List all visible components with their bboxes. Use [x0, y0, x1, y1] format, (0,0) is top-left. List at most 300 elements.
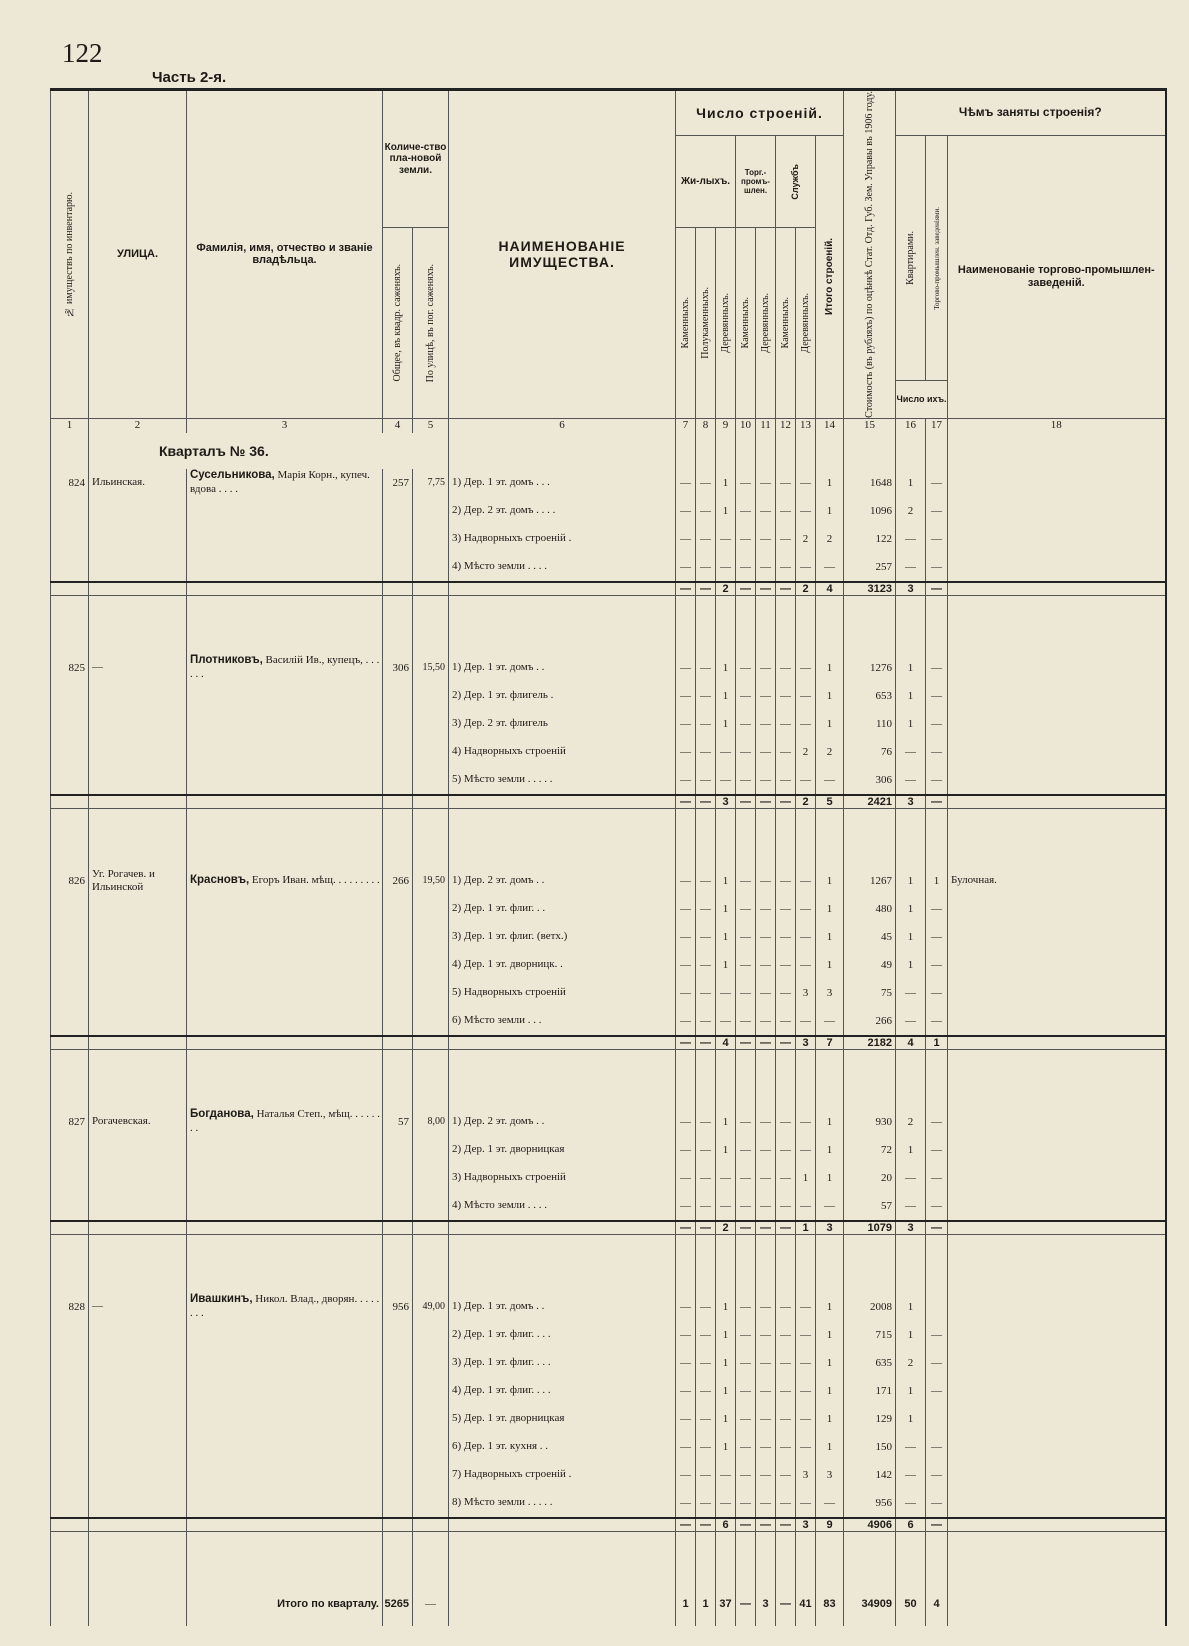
building-count: —: [696, 497, 716, 525]
cost-value: 653: [844, 682, 896, 710]
trade-name: [948, 738, 1166, 766]
cell: [89, 808, 187, 867]
apartments-count: 1: [896, 923, 926, 951]
cell: [816, 433, 844, 469]
cell: [948, 1234, 1166, 1293]
cell: [413, 682, 449, 710]
building-count: —: [696, 1433, 716, 1461]
building-count: —: [676, 654, 696, 682]
cell: [716, 1234, 736, 1293]
property-item-row: [51, 1433, 1166, 1461]
building-count: 1: [816, 682, 844, 710]
cell: [89, 795, 187, 809]
building-count: —: [776, 1136, 796, 1164]
cell: [187, 1405, 383, 1433]
quarter-total-frontage: —: [413, 1590, 449, 1618]
cell: [383, 1221, 413, 1235]
building-count: —: [716, 1461, 736, 1489]
cell: [948, 808, 1166, 867]
building-count: —: [796, 951, 816, 979]
cell: [896, 1234, 926, 1293]
header-service-group: Службъ: [776, 136, 816, 228]
cell: [449, 1518, 676, 1532]
cell: [676, 1531, 696, 1590]
cell: [187, 766, 383, 795]
cell: [736, 1049, 756, 1108]
total-building-count: —: [676, 795, 696, 809]
part-label: Часть 2-я.: [152, 69, 227, 86]
property-item-row: [51, 1405, 1166, 1433]
cell: [796, 1531, 816, 1590]
trade-count: —: [926, 979, 948, 1007]
quarter-total-building-count: 1: [696, 1590, 716, 1618]
building-count: —: [776, 710, 796, 738]
trade-name: [948, 710, 1166, 738]
building-count: —: [696, 867, 716, 895]
cell: [51, 1007, 89, 1036]
building-count: 2: [796, 738, 816, 766]
cell: [716, 595, 736, 654]
building-count: 1: [716, 1349, 736, 1377]
building-count: 1: [716, 1108, 736, 1136]
apartments-count: 1: [896, 951, 926, 979]
building-count: —: [756, 1461, 776, 1489]
building-count: —: [676, 710, 696, 738]
cell: [948, 433, 1166, 469]
cell: [383, 582, 413, 596]
building-count: —: [796, 1405, 816, 1433]
trade-count: —: [926, 951, 948, 979]
total-building-count: 3: [796, 1036, 816, 1050]
header-property-name: НАИМЕНОВАНІЕ ИМУЩЕСТВА.: [449, 90, 676, 419]
building-count: —: [776, 951, 796, 979]
cell: [187, 682, 383, 710]
total-building-count: —: [696, 1221, 716, 1235]
cell: [89, 1518, 187, 1532]
cell: [676, 1618, 696, 1626]
cell: [383, 1433, 413, 1461]
cost-value: 480: [844, 895, 896, 923]
cell: [383, 1192, 413, 1221]
cost-value: 266: [844, 1007, 896, 1036]
total-building-count: 6: [716, 1518, 736, 1532]
cell: [51, 682, 89, 710]
building-count: —: [696, 682, 716, 710]
cell: [413, 1234, 449, 1293]
owner-surname: Плотниковъ,: [190, 654, 263, 667]
building-count: —: [676, 951, 696, 979]
cost-value: 1648: [844, 469, 896, 497]
cell: [51, 766, 89, 795]
header-buildings-group: Число строеній.: [676, 90, 844, 136]
building-count: —: [776, 1377, 796, 1405]
building-count: —: [796, 766, 816, 795]
property-name: 6) Мѣсто земли . . .: [449, 1007, 676, 1036]
trade-name: [948, 1377, 1166, 1405]
building-count: —: [736, 867, 756, 895]
total-trade: —: [926, 795, 948, 809]
building-count: —: [756, 951, 776, 979]
apartments-count: —: [896, 1489, 926, 1518]
building-count: —: [796, 682, 816, 710]
cell: [89, 1221, 187, 1235]
building-count: —: [736, 738, 756, 766]
cell: [413, 595, 449, 654]
cell: [89, 895, 187, 923]
trade-name: [948, 923, 1166, 951]
cell: [776, 433, 796, 469]
cell: [948, 1590, 1166, 1618]
cell: [51, 497, 89, 525]
building-count: —: [696, 1136, 716, 1164]
cell: [736, 1531, 756, 1590]
cell: [756, 1234, 776, 1293]
building-count: —: [776, 1108, 796, 1136]
property-name: 2) Дер. 1 эт. флиг. . .: [449, 895, 676, 923]
cell: [89, 1007, 187, 1036]
cost-value: 49: [844, 951, 896, 979]
total-building-count: —: [676, 1221, 696, 1235]
land-frontage: 19,50: [413, 867, 449, 895]
trade-count: —: [926, 1164, 948, 1192]
trade-name: [948, 1293, 1166, 1321]
building-count: —: [676, 525, 696, 553]
cell: [449, 595, 676, 654]
cell: [187, 497, 383, 525]
cell: [756, 808, 776, 867]
building-count: 1: [816, 1293, 844, 1321]
cost-value: 635: [844, 1349, 896, 1377]
building-count: —: [736, 1164, 756, 1192]
street-name: —: [89, 1293, 187, 1321]
cell: [716, 808, 736, 867]
column-number-row: [51, 418, 1166, 433]
owner: [187, 654, 383, 682]
trade-name: [948, 1321, 1166, 1349]
cell: [896, 1049, 926, 1108]
cell: [736, 1234, 756, 1293]
column-number: 17: [926, 418, 948, 433]
building-count: —: [736, 1293, 756, 1321]
lot-total-row: [51, 1221, 1166, 1235]
cell: [948, 1049, 1166, 1108]
column-number: 8: [696, 418, 716, 433]
cost-value: 150: [844, 1433, 896, 1461]
column-number: 18: [948, 418, 1166, 433]
total-building-count: 9: [816, 1518, 844, 1532]
building-count: —: [776, 1321, 796, 1349]
cell: [796, 433, 816, 469]
building-count: —: [756, 979, 776, 1007]
total-building-count: —: [776, 582, 796, 596]
apartments-count: 2: [896, 497, 926, 525]
property-name: 5) Дер. 1 эт. дворницкая: [449, 1405, 676, 1433]
building-count: —: [776, 497, 796, 525]
header-c10: Каменныхъ.: [736, 228, 756, 418]
property-item-row: [51, 738, 1166, 766]
street-name: Уг. Рогачев. и Ильинской: [89, 867, 187, 895]
building-count: —: [776, 1405, 796, 1433]
trade-count: —: [926, 525, 948, 553]
cell: [89, 923, 187, 951]
building-count: —: [676, 469, 696, 497]
cell: [383, 1489, 413, 1518]
header-c7: Каменныхъ.: [676, 228, 696, 418]
building-count: 2: [816, 525, 844, 553]
cell: [756, 1049, 776, 1108]
lot-gap-row: [51, 1049, 1166, 1108]
property-item-row: [51, 1461, 1166, 1489]
cell: [89, 738, 187, 766]
column-number: 2: [89, 418, 187, 433]
property-name: 4) Мѣсто земли . . . .: [449, 553, 676, 582]
apartments-count: 1: [896, 654, 926, 682]
building-count: —: [696, 1293, 716, 1321]
property-item-row: [51, 867, 1166, 895]
total-cost: 1079: [844, 1221, 896, 1235]
cell: [89, 710, 187, 738]
cell: [187, 1433, 383, 1461]
building-count: —: [796, 1489, 816, 1518]
cell: [187, 808, 383, 867]
building-count: —: [796, 1377, 816, 1405]
cell: [796, 1049, 816, 1108]
cell: [413, 923, 449, 951]
building-count: —: [756, 1433, 776, 1461]
cell: [816, 595, 844, 654]
total-building-count: 3: [816, 1221, 844, 1235]
building-count: —: [736, 1007, 756, 1036]
building-count: —: [736, 497, 756, 525]
building-count: —: [696, 469, 716, 497]
quarter-total-apartments: 50: [896, 1590, 926, 1618]
cell: [449, 1234, 676, 1293]
property-item-row: [51, 553, 1166, 582]
cell: [187, 1136, 383, 1164]
property-name: 1) Дер. 1 эт. домъ . .: [449, 654, 676, 682]
building-count: —: [696, 1461, 716, 1489]
trade-name: [948, 682, 1166, 710]
cell: [413, 710, 449, 738]
cell: [51, 553, 89, 582]
cell: [948, 1221, 1166, 1235]
property-item-row: [51, 979, 1166, 1007]
cell: [187, 1007, 383, 1036]
cell: [89, 595, 187, 654]
column-number: 16: [896, 418, 926, 433]
cell: [776, 1618, 796, 1626]
cell: [796, 1618, 816, 1626]
trade-name: [948, 1349, 1166, 1377]
building-count: —: [696, 1377, 716, 1405]
cell: [413, 1433, 449, 1461]
cell: [51, 1405, 89, 1433]
cell: [89, 1590, 187, 1618]
total-building-count: —: [676, 1518, 696, 1532]
building-count: —: [736, 766, 756, 795]
cell: [844, 1234, 896, 1293]
building-count: 1: [816, 710, 844, 738]
lot-gap-row: [51, 595, 1166, 654]
building-count: —: [776, 867, 796, 895]
header-owner: Фамилія, имя, отчество и званіе владѣльца.: [187, 90, 383, 419]
total-building-count: 1: [796, 1221, 816, 1235]
cell: [187, 1618, 383, 1626]
cost-value: 20: [844, 1164, 896, 1192]
building-count: —: [736, 1321, 756, 1349]
building-count: —: [756, 1293, 776, 1321]
cell: [51, 1377, 89, 1405]
header-street: УЛИЦА.: [89, 90, 187, 419]
building-count: —: [716, 1192, 736, 1221]
cell: [696, 1049, 716, 1108]
cell: [51, 1433, 89, 1461]
property-item-row: [51, 1192, 1166, 1221]
building-count: —: [796, 497, 816, 525]
cell: [383, 1531, 413, 1590]
total-building-count: —: [776, 795, 796, 809]
land-frontage: 49,00: [413, 1293, 449, 1321]
trade-name: [948, 895, 1166, 923]
total-apartments: 3: [896, 582, 926, 596]
property-name: 1) Дер. 1 эт. домъ . . .: [449, 469, 676, 497]
cell: [413, 766, 449, 795]
building-count: —: [676, 1007, 696, 1036]
building-count: —: [676, 867, 696, 895]
apartments-count: —: [896, 553, 926, 582]
street-name: Ильинская.: [89, 469, 187, 497]
cell: [796, 808, 816, 867]
cell: [51, 433, 89, 469]
cell: [413, 1164, 449, 1192]
cost-value: 110: [844, 710, 896, 738]
total-building-count: —: [776, 1518, 796, 1532]
trade-name: [948, 1433, 1166, 1461]
total-trade: 1: [926, 1036, 948, 1050]
total-building-count: —: [776, 1221, 796, 1235]
building-count: —: [756, 867, 776, 895]
property-name: 1) Дер. 1 эт. домъ . .: [449, 1293, 676, 1321]
cell: [413, 808, 449, 867]
cell: [51, 1136, 89, 1164]
cell: [413, 1321, 449, 1349]
cell: [413, 1136, 449, 1164]
cell: [736, 808, 756, 867]
building-count: —: [756, 1321, 776, 1349]
building-count: —: [776, 923, 796, 951]
trade-name: [948, 1108, 1166, 1136]
cell: [383, 738, 413, 766]
building-count: 1: [716, 682, 736, 710]
cell: [51, 1192, 89, 1221]
cell: [776, 1234, 796, 1293]
cell: [89, 1349, 187, 1377]
cell: [776, 808, 796, 867]
cell: [676, 433, 696, 469]
apartments-count: —: [896, 525, 926, 553]
building-count: —: [716, 766, 736, 795]
cell: [187, 1036, 383, 1050]
cell: [51, 525, 89, 553]
cell: [413, 1531, 449, 1590]
cell: [187, 1489, 383, 1518]
lot-gap-row: [51, 808, 1166, 867]
apartments-count: 1: [896, 1321, 926, 1349]
building-count: —: [756, 525, 776, 553]
trade-count: —: [926, 1136, 948, 1164]
property-item-row: [51, 1108, 1166, 1136]
building-count: —: [696, 1321, 716, 1349]
property-name: 5) Надворныхъ строеній: [449, 979, 676, 1007]
total-building-count: 5: [816, 795, 844, 809]
cell: [896, 595, 926, 654]
total-building-count: —: [696, 795, 716, 809]
property-name: 1) Дер. 2 эт. домъ . .: [449, 867, 676, 895]
building-count: —: [796, 1321, 816, 1349]
cell: [756, 595, 776, 654]
cell: [383, 1049, 413, 1108]
trade-count: —: [926, 923, 948, 951]
total-trade: —: [926, 1221, 948, 1235]
total-building-count: 2: [716, 582, 736, 596]
cell: [51, 1489, 89, 1518]
building-count: —: [736, 951, 756, 979]
cell: [756, 1618, 776, 1626]
cell: [676, 808, 696, 867]
building-count: —: [756, 654, 776, 682]
building-count: —: [696, 1164, 716, 1192]
building-count: —: [796, 654, 816, 682]
column-number: 12: [776, 418, 796, 433]
cell: [187, 1049, 383, 1108]
spacer-row: [51, 1531, 1166, 1590]
quarter-title: Кварталъ № 36.: [89, 433, 449, 469]
cell: [413, 1489, 449, 1518]
cell: [413, 1349, 449, 1377]
inventory-no: 824: [51, 469, 89, 497]
apartments-count: 1: [896, 1405, 926, 1433]
building-count: 1: [716, 1293, 736, 1321]
cell: [89, 1461, 187, 1489]
building-count: —: [756, 1349, 776, 1377]
building-count: —: [756, 1007, 776, 1036]
total-building-count: —: [676, 1036, 696, 1050]
property-item-row: [51, 1293, 1166, 1321]
header-trade-names: Наименованіе торгово-промышлен-заведеній.: [948, 136, 1166, 419]
cell: [816, 1531, 844, 1590]
quarter-total-building-count: 37: [716, 1590, 736, 1618]
quarter-total-building-count: —: [776, 1590, 796, 1618]
building-count: —: [756, 895, 776, 923]
cell: [51, 1618, 89, 1626]
header-apartments: Квартирами.: [896, 136, 926, 381]
building-count: —: [776, 1349, 796, 1377]
trade-count: —: [926, 1192, 948, 1221]
building-count: 3: [816, 979, 844, 1007]
property-name: 2) Дер. 1 эт. дворницкая: [449, 1136, 676, 1164]
header-c13: Деревянныхъ.: [796, 228, 816, 418]
cell: [449, 1531, 676, 1590]
total-building-count: 2: [796, 582, 816, 596]
cell: [676, 1049, 696, 1108]
cell: [896, 1531, 926, 1590]
cell: [413, 1405, 449, 1433]
cost-value: 75: [844, 979, 896, 1007]
cell: [89, 497, 187, 525]
total-trade: —: [926, 1518, 948, 1532]
owner: [187, 867, 383, 895]
cell: [89, 1618, 187, 1626]
